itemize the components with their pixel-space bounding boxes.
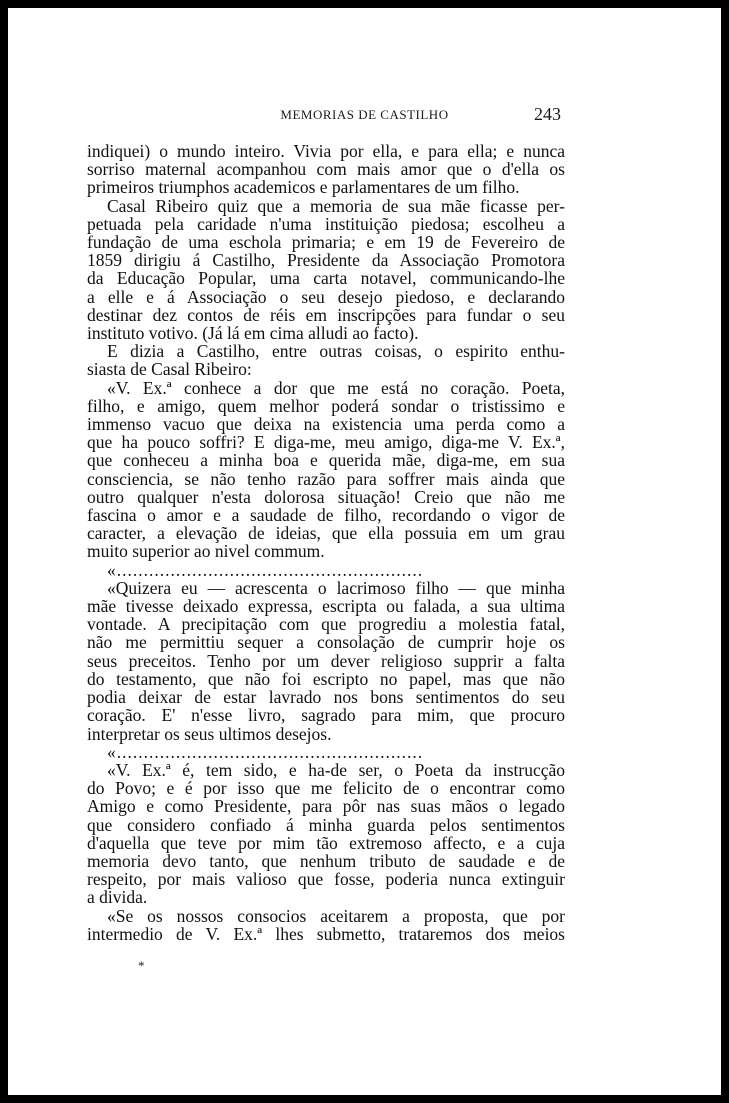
text-line: coração. E' n'esse livro, sagrado para mim, que procuro <box>87 705 565 726</box>
text-line: não me permittiu sequer a consolação de cumprir hoje os <box>87 632 565 653</box>
text-line: 1859 dirigiu á Castilho, Presidente da Associação Promotora <box>87 250 565 271</box>
ellipsis-line: «......................................................... <box>107 559 424 580</box>
text-line: immenso vacuo que deixa na existencia uma perda como a <box>87 414 565 435</box>
body-text <box>87 142 565 943</box>
text-line: sorriso maternal acompanhou com mais amor que o d'ella os <box>87 159 565 180</box>
text-line: a elle e á Associação o seu desejo piedoso, e declarando <box>87 286 565 307</box>
text-line: do testamento, que não foi escripto no papel, mas que não <box>87 668 565 689</box>
text-line: destinar dez contos de réis em inscripções para fundar o seu <box>87 304 565 325</box>
text-line: indiquei) o mundo inteiro. Vivia por ella, e para ella; e nunca <box>87 141 565 161</box>
text-line: que ha pouco soffri? E diga-me, meu amigo, diga-me V. Ex.ª, <box>87 432 565 453</box>
text-line: do Povo; e é por isso que me felicito de o encontrar como <box>87 778 565 799</box>
text-line: instituto votivo. (Já lá em cima alludi ao facto). <box>87 323 419 344</box>
text-line: outro qualquer n'esta dolorosa situação! Creio que não me <box>87 486 565 507</box>
text-line: petuada pela caridade n'uma instituição piedosa; escolheu a <box>87 213 565 234</box>
text-line: da Educação Popular, uma carta notavel, communicando-lhe <box>87 268 565 289</box>
text-line: mãe tivesse deixado expressa, escripta ou falada, a sua ultima <box>87 596 565 617</box>
text-line: respeito, por mais valioso que fosse, poderia nunca extinguir <box>87 869 565 890</box>
text-line: filho, e amigo, quem melhor poderá sondar o tristissimo e <box>87 395 565 416</box>
text-line: siasta de Casal Ribeiro: <box>87 359 252 380</box>
text-line: «V. Ex.ª é, tem sido, e ha-de ser, o Poeta da instrucção <box>107 759 565 780</box>
text-line: Casal Ribeiro quiz que a memoria de sua mãe ficasse per- <box>107 195 565 216</box>
text-line: podia deixar de estar lavrado nos bons sentimentos do seu <box>87 687 565 708</box>
text-line: «V. Ex.ª conhece a dor que me está no coração. Poeta, <box>107 377 565 398</box>
text-line: seus preceitos. Tenho por um dever religioso supprir a falta <box>87 650 565 671</box>
running-head-title: MEMORIAS DE CASTILHO <box>280 107 449 122</box>
text-line: d'aquella que teve por mim tão extremoso affecto, e a cuja <box>87 832 565 853</box>
text-line: «Quizera eu — acrescenta o lacrimoso filho — que minha <box>107 577 565 598</box>
text-line: vontade. A precipitação com que progrediu a molestia fatal, <box>87 614 565 635</box>
text-line: a divida. <box>87 887 148 908</box>
text-line: interpretar os seus ultimos desejos. <box>87 723 332 744</box>
text-line: «Se os nossos consocios aceitarem a proposta, que por <box>107 905 565 926</box>
text-line: E dizia a Castilho, entre outras coisas, o espirito enthu- <box>107 341 565 362</box>
text-line: muito superior ao nivel commum. <box>87 541 325 562</box>
page-number: 243 <box>534 104 561 124</box>
text-line: memoria devo tanto, que nenhum tributo de saudade e de <box>87 850 565 871</box>
book-page <box>8 8 721 1095</box>
text-line: primeiros triumphos academicos e parlamentares de um filho. <box>87 177 520 198</box>
text-line: intermedio de V. Ex.ª lhes submetto, trataremos dos meios <box>87 923 565 944</box>
text-line: Amigo e como Presidente, para pôr nas suas mãos o legado <box>87 796 565 817</box>
running-head <box>8 104 721 128</box>
text-line: que conheceu a minha boa e querida mãe, diga-me, em sua <box>87 450 565 471</box>
text-line: que considero confiado á minha guarda pelos sentimentos <box>87 814 565 835</box>
text-line: fascina o amor e a saudade de filho, recordando o vigor de <box>87 505 565 526</box>
printer-mark: * <box>138 958 145 973</box>
text-line: consciencia, se não tenho razão para soffrer mais ainda que <box>87 468 565 489</box>
text-line: fundação de uma eschola primaria; e em 19 de Fevereiro de <box>87 232 565 253</box>
text-line: caracter, a elevação de ideias, que ella possuia em um grau <box>87 523 565 544</box>
ellipsis-line: «......................................................... <box>107 741 424 762</box>
